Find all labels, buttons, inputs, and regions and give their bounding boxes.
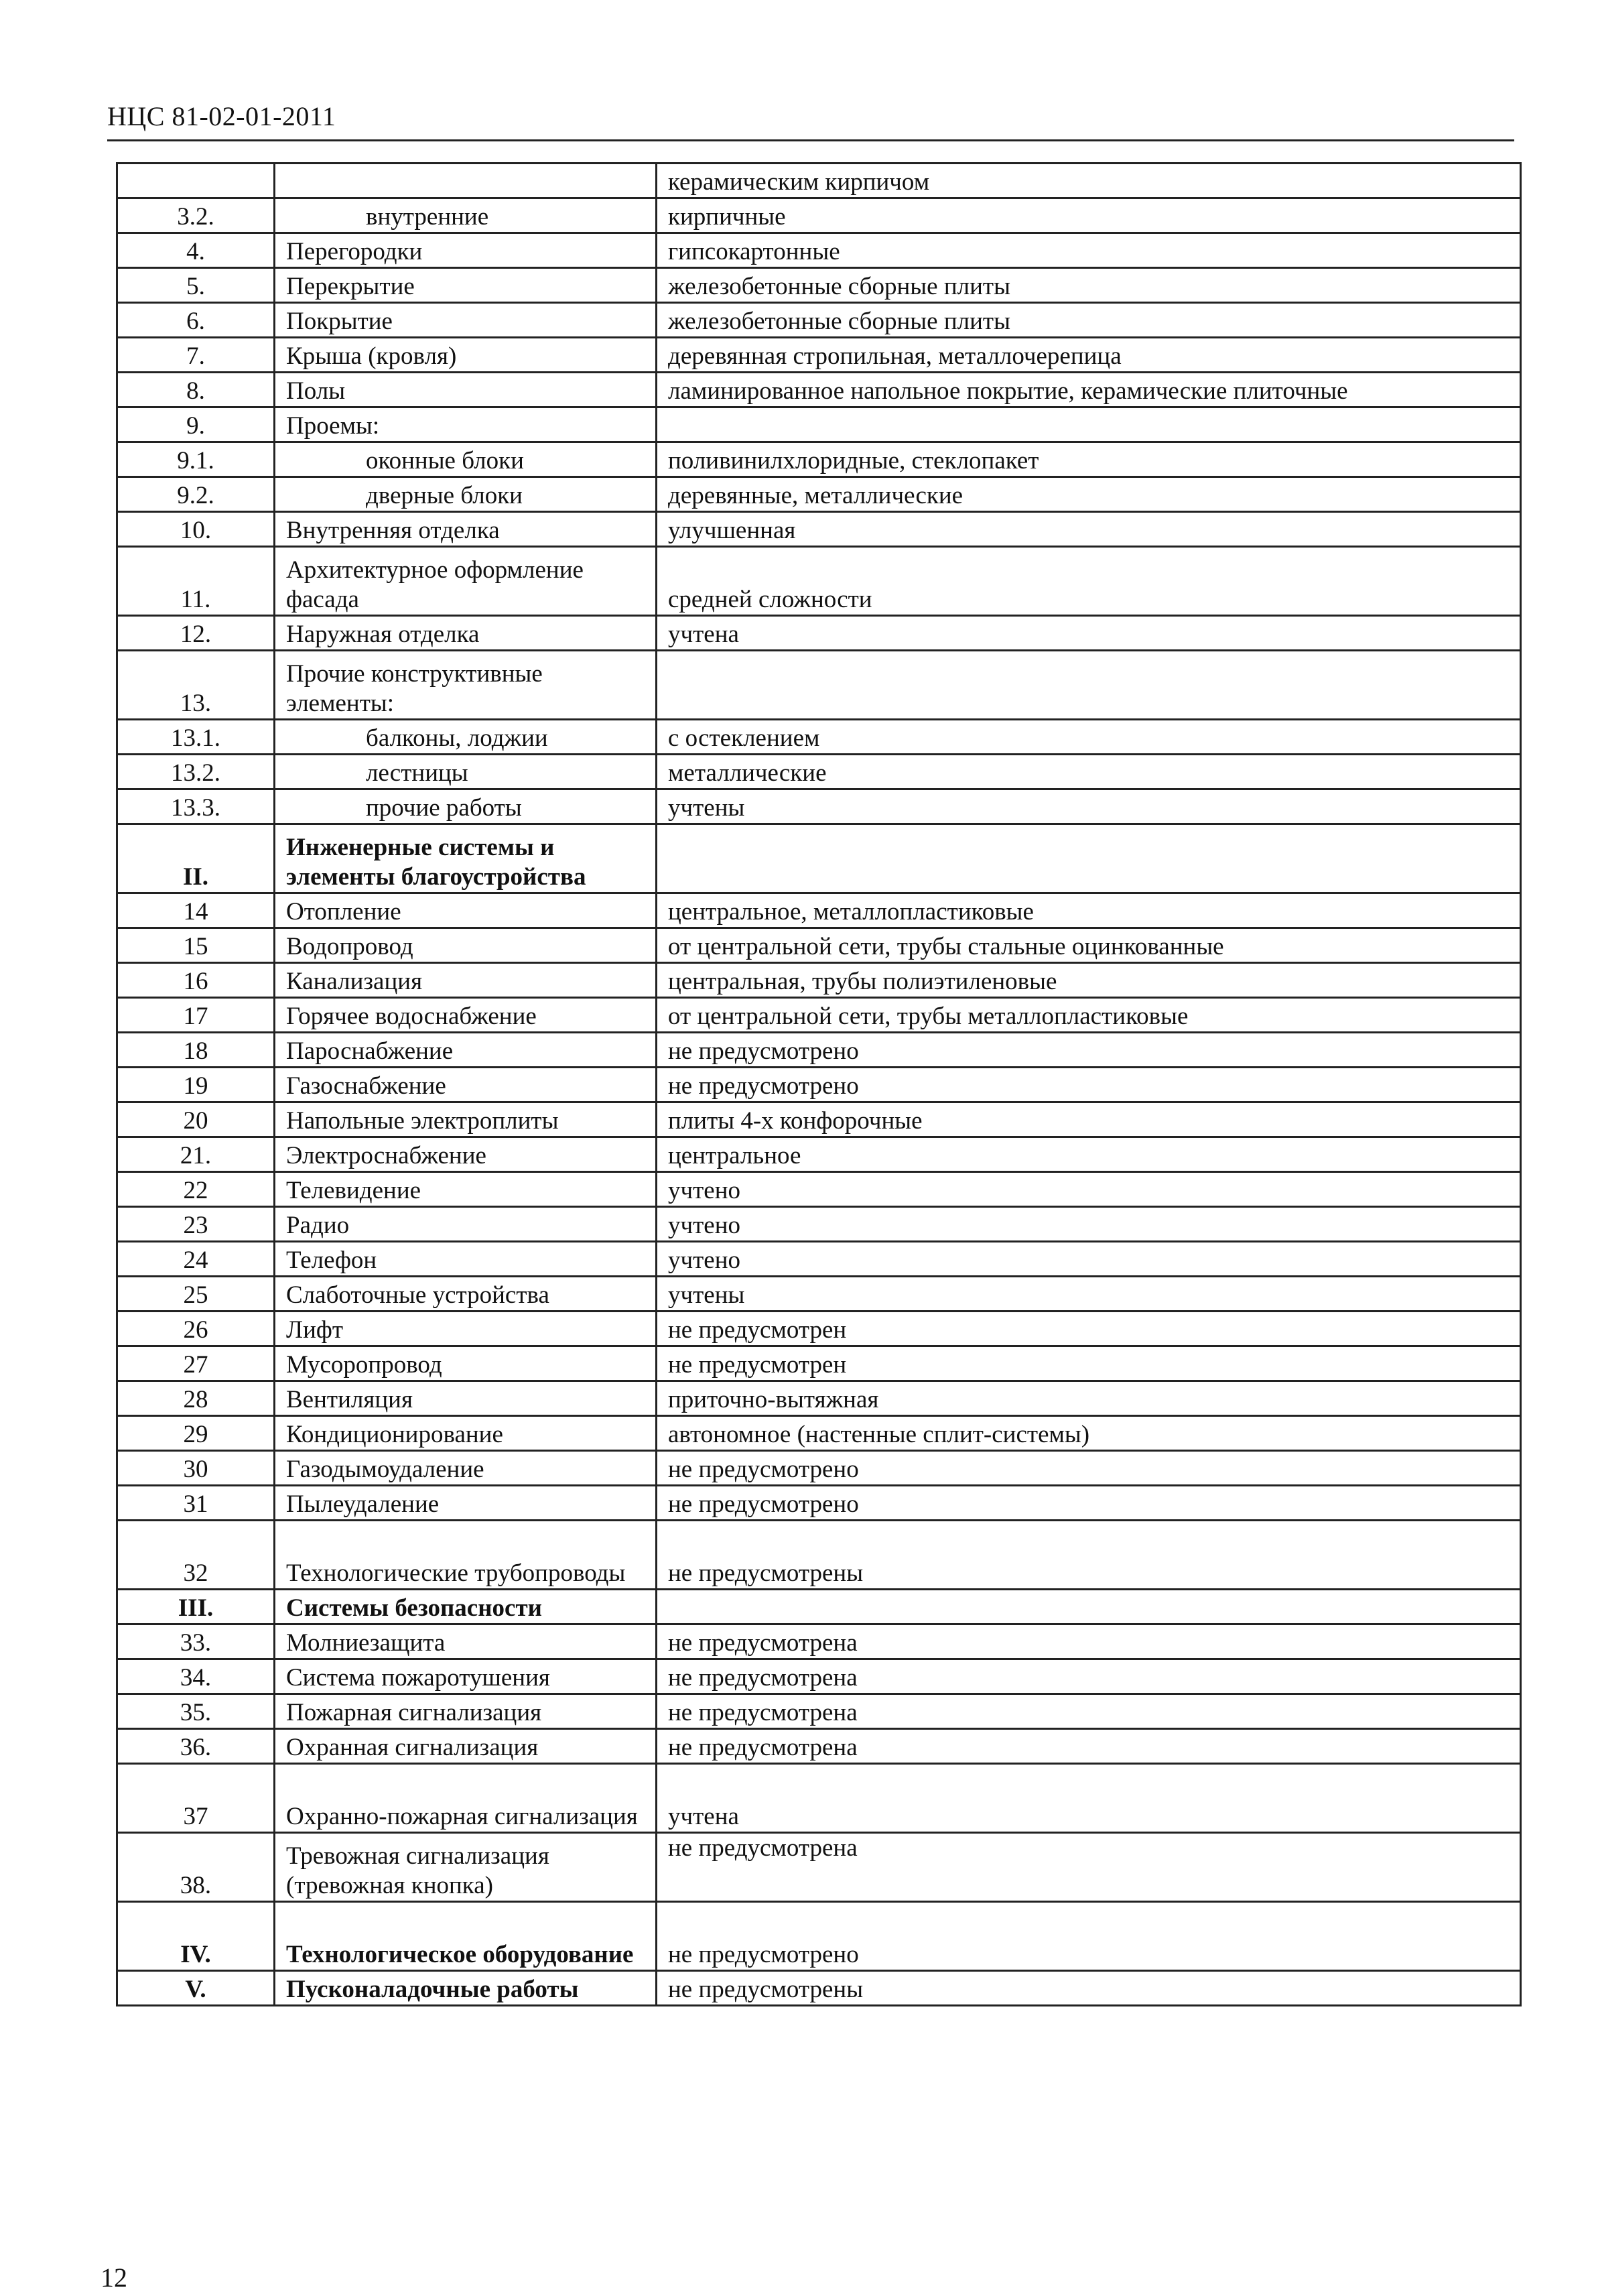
row-element-name: Канализация — [275, 963, 657, 998]
row-description: учтена — [657, 616, 1521, 651]
row-element-name: оконные блоки — [275, 442, 657, 477]
table-row — [117, 616, 1521, 651]
row-number: 38. — [117, 1833, 275, 1902]
row-element-name: Пароснабжение — [275, 1033, 657, 1068]
row-number: 24 — [117, 1242, 275, 1277]
table-row — [117, 1242, 1521, 1277]
row-number: 13.3. — [117, 789, 275, 824]
table-row — [117, 338, 1521, 373]
row-number: 29 — [117, 1416, 275, 1451]
row-description: учтена — [657, 1764, 1521, 1833]
row-description: кирпичные — [657, 198, 1521, 233]
row-element-name: лестницы — [275, 755, 657, 789]
table-row — [117, 1764, 1521, 1833]
row-element-name: Инженерные системы и элементы благоустройства — [275, 824, 657, 893]
row-description: центральная, трубы полиэтиленовые — [657, 963, 1521, 998]
row-description — [657, 651, 1521, 720]
row-number: 20 — [117, 1102, 275, 1137]
row-element-name: Пылеудаление — [275, 1486, 657, 1521]
row-element-name: Слаботочные устройства — [275, 1277, 657, 1312]
row-element-name: Электроснабжение — [275, 1137, 657, 1172]
row-number — [117, 164, 275, 198]
row-number: 14 — [117, 893, 275, 928]
header-rule — [107, 139, 1514, 141]
row-number: 35. — [117, 1694, 275, 1729]
table-body — [117, 164, 1521, 2006]
row-description: учтены — [657, 1277, 1521, 1312]
row-number: 9.1. — [117, 442, 275, 477]
row-element-name: Лифт — [275, 1312, 657, 1346]
page-header — [107, 101, 1514, 132]
row-element-name: Охранная сигнализация — [275, 1729, 657, 1764]
row-element-name: Охранно-пожарная сигнализация — [275, 1764, 657, 1833]
row-description: керамическим кирпичом — [657, 164, 1521, 198]
row-number: 27 — [117, 1346, 275, 1381]
row-element-name — [275, 164, 657, 198]
table-row — [117, 1971, 1521, 2006]
table-row — [117, 442, 1521, 477]
row-number: IV. — [117, 1902, 275, 1971]
row-description — [657, 824, 1521, 893]
row-number: 31 — [117, 1486, 275, 1521]
row-element-name: Система пожаротушения — [275, 1659, 657, 1694]
row-element-name: дверные блоки — [275, 477, 657, 512]
row-element-name: Кондиционирование — [275, 1416, 657, 1451]
row-number: 4. — [117, 233, 275, 268]
page-number: 12 — [101, 2262, 127, 2293]
table-row — [117, 407, 1521, 442]
row-description — [657, 407, 1521, 442]
row-number: II. — [117, 824, 275, 893]
row-number: 37 — [117, 1764, 275, 1833]
row-element-name: Вентиляция — [275, 1381, 657, 1416]
row-description: учтено — [657, 1242, 1521, 1277]
table-row — [117, 1172, 1521, 1207]
row-number: 15 — [117, 928, 275, 963]
row-element-name: Газодымоудаление — [275, 1451, 657, 1486]
table-row — [117, 1381, 1521, 1416]
row-description: не предусмотрено — [657, 1033, 1521, 1068]
table-row — [117, 1659, 1521, 1694]
table-row — [117, 963, 1521, 998]
row-description: центральное — [657, 1137, 1521, 1172]
table-row — [117, 1521, 1521, 1590]
table-row — [117, 198, 1521, 233]
table-row — [117, 755, 1521, 789]
table-row — [117, 233, 1521, 268]
row-number: 21. — [117, 1137, 275, 1172]
table-row — [117, 1902, 1521, 1971]
table-row — [117, 720, 1521, 755]
row-description: не предусмотрены — [657, 1521, 1521, 1590]
row-description: с остеклением — [657, 720, 1521, 755]
row-number: 33. — [117, 1624, 275, 1659]
specification-table — [116, 162, 1522, 2006]
row-description: центральное, металлопластиковые — [657, 893, 1521, 928]
row-description: учтено — [657, 1172, 1521, 1207]
row-description: металлические — [657, 755, 1521, 789]
table-row — [117, 547, 1521, 616]
row-description: ламинированное напольное покрытие, керамические плиточные — [657, 373, 1521, 407]
row-element-name: Пожарная сигнализация — [275, 1694, 657, 1729]
table-row — [117, 268, 1521, 303]
row-description — [657, 1590, 1521, 1624]
row-element-name: Системы безопасности — [275, 1590, 657, 1624]
row-description: улучшенная — [657, 512, 1521, 547]
table-row — [117, 512, 1521, 547]
row-number: 36. — [117, 1729, 275, 1764]
row-element-name: Полы — [275, 373, 657, 407]
table-row — [117, 1729, 1521, 1764]
row-element-name: Архитектурное оформление фасада — [275, 547, 657, 616]
table-row — [117, 1102, 1521, 1137]
row-description: от центральной сети, трубы металлопластиковые — [657, 998, 1521, 1033]
row-element-name: Перекрытие — [275, 268, 657, 303]
row-element-name: Крыша (кровля) — [275, 338, 657, 373]
row-description: не предусмотрена — [657, 1729, 1521, 1764]
row-number: III. — [117, 1590, 275, 1624]
row-element-name: Напольные электроплиты — [275, 1102, 657, 1137]
row-description: железобетонные сборные плиты — [657, 303, 1521, 338]
row-element-name: Перегородки — [275, 233, 657, 268]
row-number: 10. — [117, 512, 275, 547]
row-element-name: Газоснабжение — [275, 1068, 657, 1102]
row-number: 17 — [117, 998, 275, 1033]
row-element-name: Отопление — [275, 893, 657, 928]
row-description: плиты 4-х конфорочные — [657, 1102, 1521, 1137]
row-description: не предусмотрено — [657, 1486, 1521, 1521]
table-row — [117, 1033, 1521, 1068]
row-description: деревянные, металлические — [657, 477, 1521, 512]
row-description: не предусмотрено — [657, 1068, 1521, 1102]
row-number: 26 — [117, 1312, 275, 1346]
row-element-name: Прочие конструктивные элементы: — [275, 651, 657, 720]
row-description: не предусмотрена — [657, 1659, 1521, 1694]
table-row — [117, 1346, 1521, 1381]
row-description: приточно-вытяжная — [657, 1381, 1521, 1416]
row-description: поливинилхлоридные, стеклопакет — [657, 442, 1521, 477]
row-number: 11. — [117, 547, 275, 616]
row-description: от центральной сети, трубы стальные оцинкованные — [657, 928, 1521, 963]
table-row — [117, 1451, 1521, 1486]
table-row — [117, 1137, 1521, 1172]
table-row — [117, 1590, 1521, 1624]
row-description: деревянная стропильная, металлочерепица — [657, 338, 1521, 373]
table-row — [117, 998, 1521, 1033]
row-number: 32 — [117, 1521, 275, 1590]
table-row — [117, 373, 1521, 407]
table-row — [117, 303, 1521, 338]
table-row — [117, 651, 1521, 720]
row-number: 3.2. — [117, 198, 275, 233]
table-row — [117, 164, 1521, 198]
row-number: 34. — [117, 1659, 275, 1694]
row-element-name: Телевидение — [275, 1172, 657, 1207]
document-code: НЦС 81-02-01-2011 — [107, 101, 336, 131]
row-description: гипсокартонные — [657, 233, 1521, 268]
row-element-name: балконы, лоджии — [275, 720, 657, 755]
row-number: 8. — [117, 373, 275, 407]
row-description: не предусмотрен — [657, 1346, 1521, 1381]
row-description: железобетонные сборные плиты — [657, 268, 1521, 303]
row-number: 9. — [117, 407, 275, 442]
table-row — [117, 1416, 1521, 1451]
row-number: 19 — [117, 1068, 275, 1102]
table-row — [117, 477, 1521, 512]
row-number: 13.2. — [117, 755, 275, 789]
row-number: 18 — [117, 1033, 275, 1068]
row-element-name: внутренние — [275, 198, 657, 233]
row-number: V. — [117, 1971, 275, 2006]
row-element-name: Внутренняя отделка — [275, 512, 657, 547]
row-element-name: Проемы: — [275, 407, 657, 442]
row-element-name: Покрытие — [275, 303, 657, 338]
row-description: не предусмотрены — [657, 1971, 1521, 2006]
row-element-name: Наружная отделка — [275, 616, 657, 651]
row-element-name: Молниезащита — [275, 1624, 657, 1659]
table-row — [117, 1486, 1521, 1521]
table-row — [117, 1277, 1521, 1312]
row-number: 7. — [117, 338, 275, 373]
row-element-name: Тревожная сигнализация (тревожная кнопка) — [275, 1833, 657, 1902]
row-description: средней сложности — [657, 547, 1521, 616]
row-description: не предусмотрено — [657, 1902, 1521, 1971]
row-element-name: Радио — [275, 1207, 657, 1242]
table-row — [117, 1833, 1521, 1902]
row-description: учтено — [657, 1207, 1521, 1242]
row-number: 12. — [117, 616, 275, 651]
row-element-name: прочие работы — [275, 789, 657, 824]
table-row — [117, 789, 1521, 824]
row-number: 23 — [117, 1207, 275, 1242]
row-description: не предусмотрена — [657, 1624, 1521, 1659]
row-element-name: Водопровод — [275, 928, 657, 963]
row-number: 5. — [117, 268, 275, 303]
row-element-name: Телефон — [275, 1242, 657, 1277]
row-description: не предусмотрена — [657, 1694, 1521, 1729]
row-description: не предусмотрен — [657, 1312, 1521, 1346]
row-number: 16 — [117, 963, 275, 998]
table-row — [117, 928, 1521, 963]
table-row — [117, 1624, 1521, 1659]
table-row — [117, 1207, 1521, 1242]
row-number: 28 — [117, 1381, 275, 1416]
row-number: 13.1. — [117, 720, 275, 755]
row-number: 30 — [117, 1451, 275, 1486]
row-description: не предусмотрено — [657, 1451, 1521, 1486]
table-row — [117, 893, 1521, 928]
row-number: 9.2. — [117, 477, 275, 512]
row-element-name: Горячее водоснабжение — [275, 998, 657, 1033]
row-number: 13. — [117, 651, 275, 720]
table-row — [117, 1694, 1521, 1729]
row-element-name: Мусоропровод — [275, 1346, 657, 1381]
row-element-name: Технологическое оборудование — [275, 1902, 657, 1971]
table-row — [117, 1068, 1521, 1102]
row-description: не предусмотрена — [657, 1833, 1521, 1902]
row-number: 6. — [117, 303, 275, 338]
row-description: учтены — [657, 789, 1521, 824]
row-number: 22 — [117, 1172, 275, 1207]
row-element-name: Пусконаладочные работы — [275, 1971, 657, 2006]
row-element-name: Технологические трубопроводы — [275, 1521, 657, 1590]
row-description: автономное (настенные сплит-системы) — [657, 1416, 1521, 1451]
row-number: 25 — [117, 1277, 275, 1312]
table-row — [117, 1312, 1521, 1346]
table-row — [117, 824, 1521, 893]
